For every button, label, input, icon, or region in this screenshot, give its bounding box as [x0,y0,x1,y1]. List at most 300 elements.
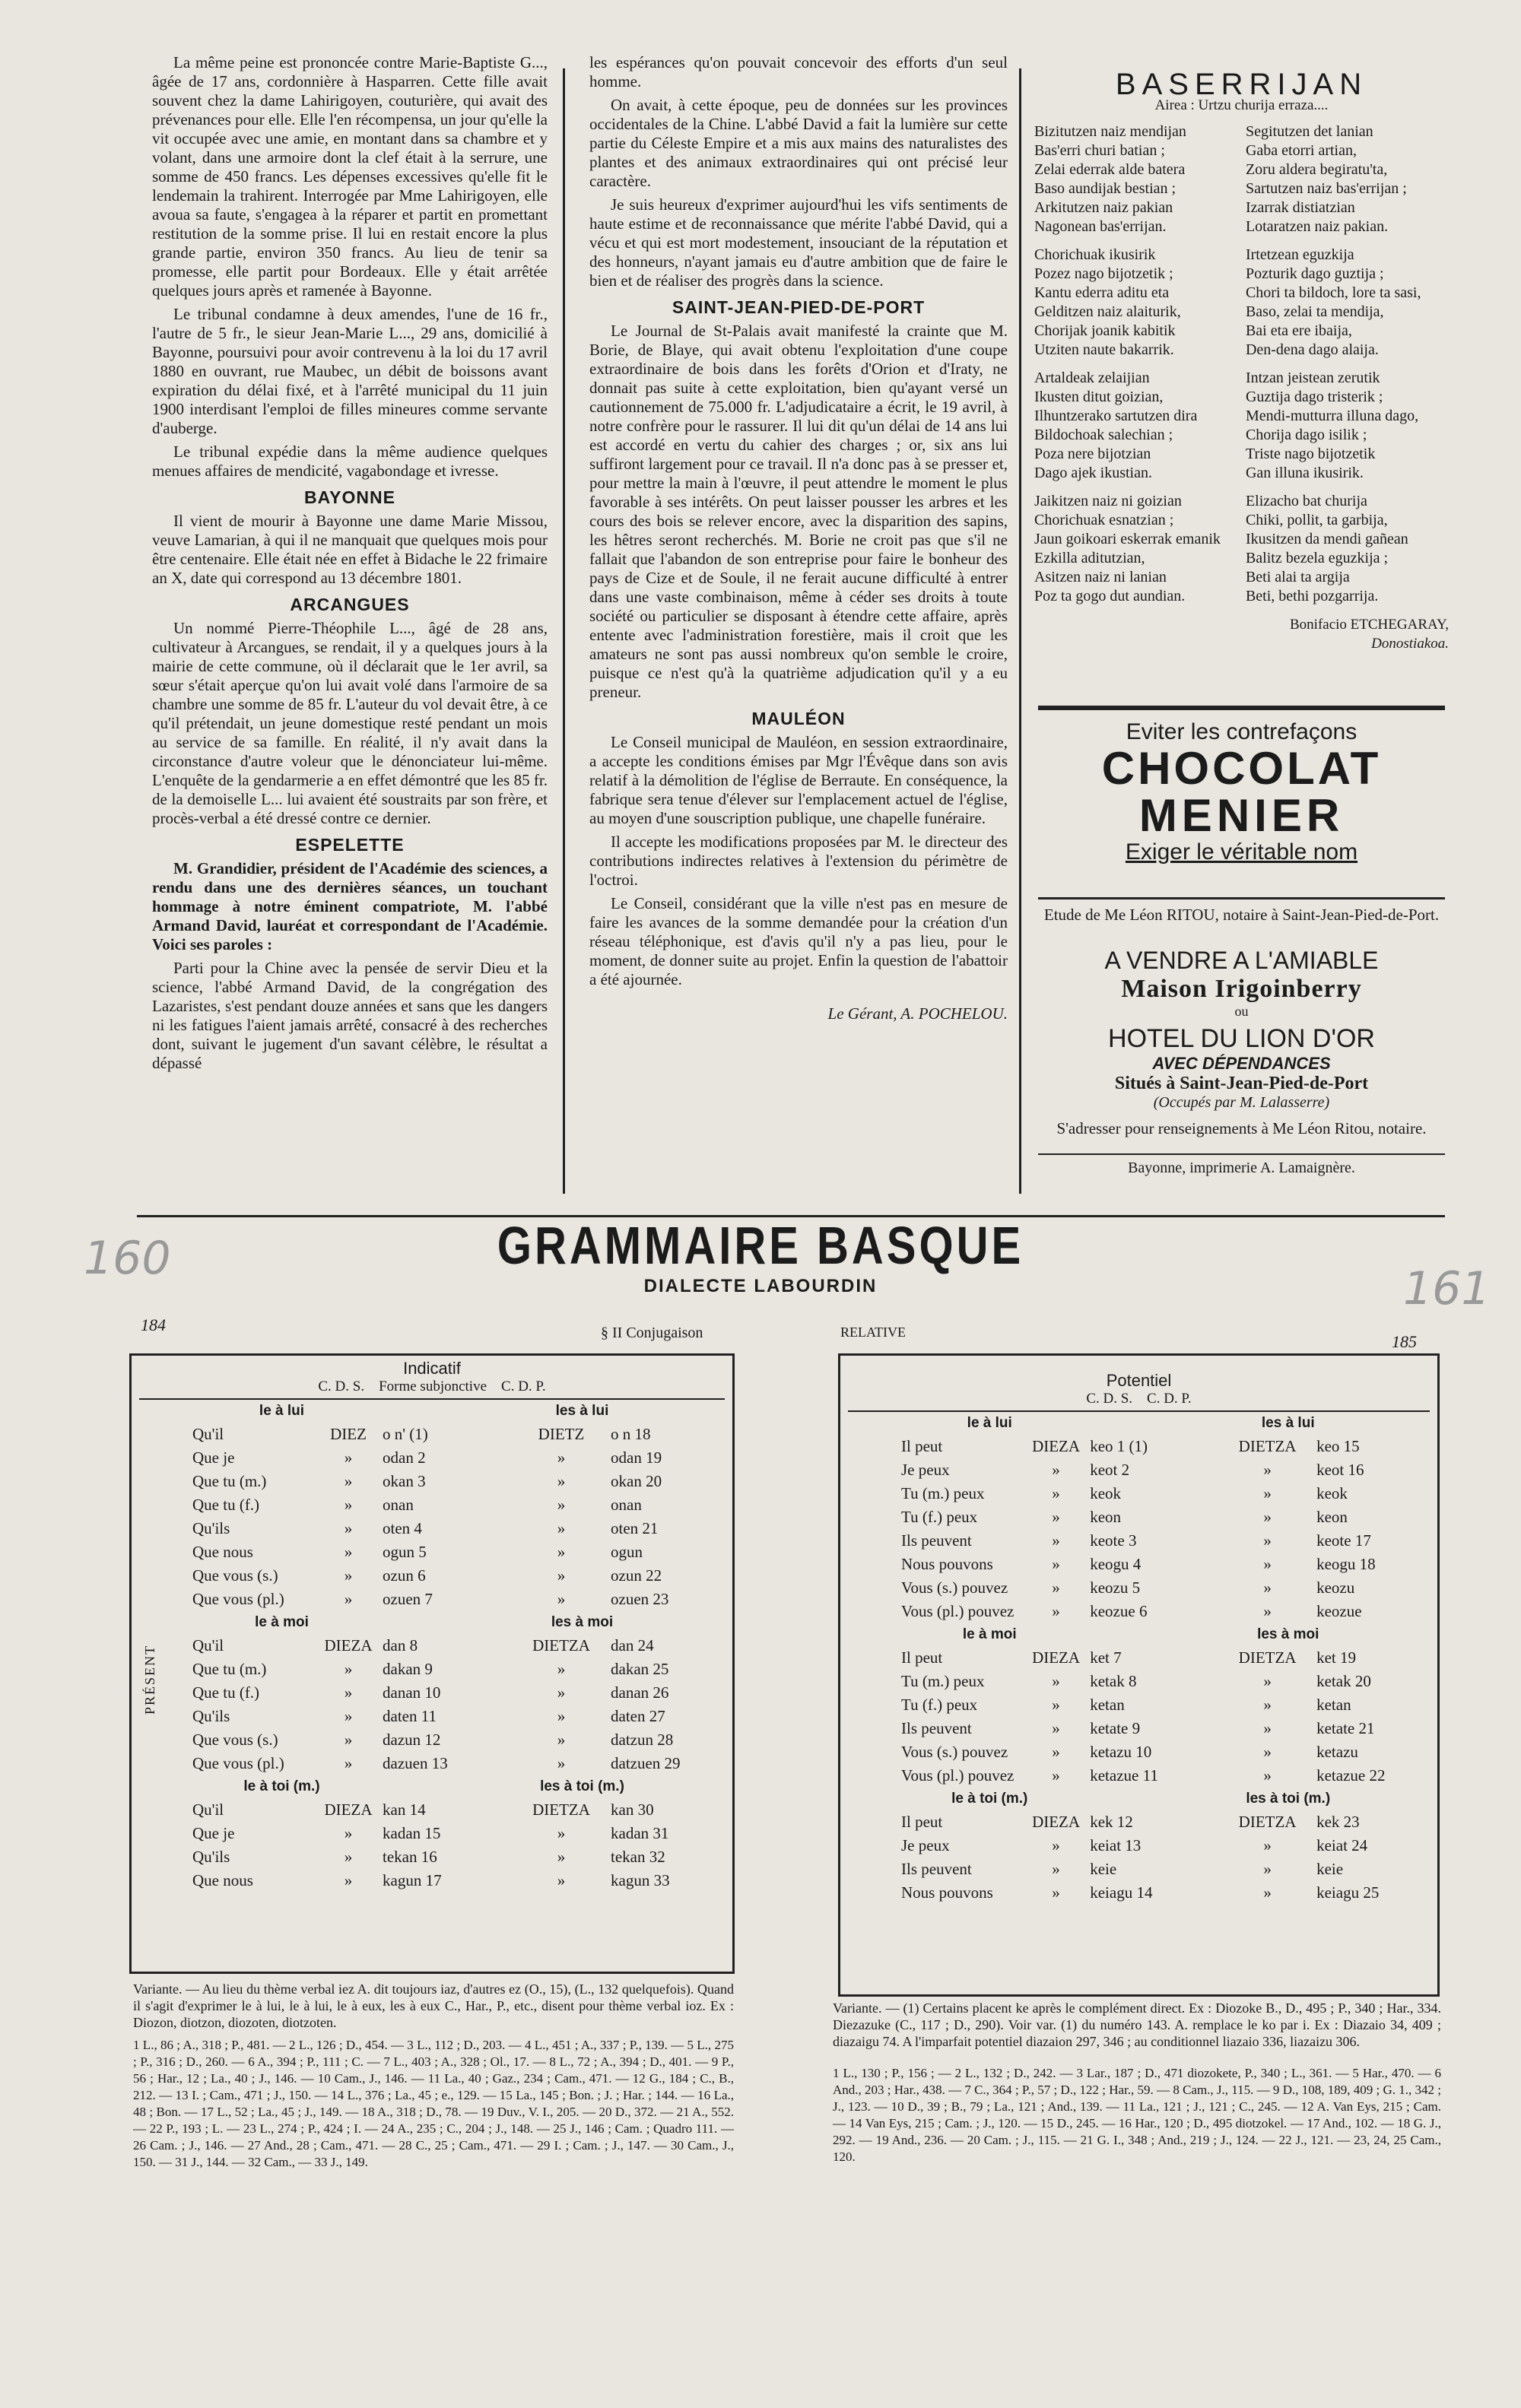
heading-mauleon: MAULÉON [751,709,846,728]
grammaire-subtitle: DIALECTE LABOURDIN [643,1276,878,1296]
table-columns: C. D. S. Forme subjonctive C. D. P. [139,1378,725,1400]
table-cell: » [1263,1836,1272,1854]
table-row [132,1517,732,1540]
table-cell: kadan 15 [383,1824,441,1842]
article-paragraph: Parti pour la Chine avec la pensée de servir Dieu et la science, l'abbé Armand David, de la congrégation des Lazaristes, s'est pendant douze années et sans que les dangers ni les fatigues l'aient jamais arrêté, consacré à des recherches dont, suivant le jugement d'un savant célèbre, le résultat a dépassé [152,959,548,1072]
section-label-singular: le à toi (m.) [243,1778,320,1794]
poem-line: Pozez nago bijotzetik ; [1034,265,1173,282]
poem-line: Beti, bethi pozgarrija. [1245,588,1379,604]
table-cell: ogun 5 [383,1543,427,1561]
article-paragraph: Le Conseil municipal de Mauléon, en session extraordinaire, a accepte les conditions émises par Mgr l'Évêque dans son avis relatif à la démolition de l'église de Berraute. En conséquence, la fabrique sera tenue d'élever sur l'emplacement actuel de l'église, au moyen d'une souscription publique, une chapelle funéraire. [589,733,1008,827]
table-cell: datzun 28 [611,1731,674,1749]
heading-saint-jean-pied-de-port: SAINT-JEAN-PIED-DE-PORT [672,297,926,317]
table-cell: ozun 6 [383,1566,426,1585]
ad-brand: MENIER [1138,790,1345,841]
poem-stanza [1034,122,1449,236]
poem-signature-place: Donostiakoa. [1371,636,1449,652]
article-paragraph: Il vient de mourir à Bayonne une dame Marie Missou, veuve Lamarian, à qui il ne manquait que quelques mois pour être centenaire. Elle était née en effet à Bidache le 22 frimaire an X, date qui correspond au 13 décembre 1801. [152,512,548,587]
table-title: Indicatif [403,1359,461,1378]
table-row [132,1798,732,1822]
table-cell: DIEZA [324,1800,373,1819]
table-cell: Qu'ils [192,1519,230,1537]
table-cell: keot 16 [1316,1461,1364,1479]
table-cell: o n' (1) [383,1425,428,1443]
table-cell: ketak 20 [1316,1672,1371,1690]
table-cell: danan 10 [383,1683,441,1702]
table-cell: » [557,1590,566,1608]
poem-line: Triste nago bijotzetik [1245,446,1376,462]
table-cell: » [1052,1696,1060,1714]
table-cell: Que je [192,1824,235,1842]
reference-notes: 1 L., 86 ; A., 318 ; P., 481. — 2 L., 126 ; D., 454. — 3 L., 112 ; D., 203. — 4 L., 451 ; A., 337 ; P., 139. — 5 L., 275 ; P., 316 ; D., 260. — 6 A., 394 ; P., 111 ; C. — 7 L., 403 ; A., 328 ; Ol., 17. — 8 L., 72 ; A., 394 ; D., 401. — 9 P., 56 ; Har., 12 ; La., 40 ; J., 146. — 10 Cam., J., 146. — 11 La., 40 ; Gaz., 234 ; Cam., 471. — 12 G., 184 ; C., B., 212. — 13 I. ; Cam., 471 ; J., 150. — 14 L., 376 ; La., 45 ; e., 129. — 15 La., 145 ; Bon. ; J. ; Har. ; 144. — 16 La., 48 ; Bon. — 17 L., 52 ; La., 45 ; J., 149. — 18 A., 318 ; D., 78. — 19 Duv., V. I., 205. — 20 D., 372. — 21 A., 552. — 22 P., 193 ; L. — 23 L., 274 ; P., 424 ; I. — 24 A., 235 ; C., 204 ; J., 148. — 25 J., 146 ; Cam. ; Quadro 111. — 26 Cam. ; J., 146. — 27 And., 28 ; Cam., 471. — 28 C., 25 ; Cam., 471. — 29 I. ; Cam. ; J., 147. — 30 Cam., J., 150. — 31 J., 144. — 32 Cam., — 33 J., 149. [133,2038,734,2169]
poem-line: Chorijak joanik kabitik [1034,322,1176,339]
table-cell: » [1263,1696,1272,1714]
section-labels [840,1412,1437,1435]
table-row [840,1529,1437,1553]
table-cell: DIEZA [324,1636,373,1655]
table-row [132,1728,732,1752]
table-cell: DIETZA [532,1636,590,1655]
poem-line: Dago ajek ikustian. [1034,465,1152,481]
table-cell: » [344,1848,353,1866]
table-cell: » [557,1543,566,1561]
poem-line: Poz ta gogo dut aundian. [1034,588,1186,604]
heading-bayonne: BAYONNE [304,487,395,507]
table-cell: keozue 6 [1090,1602,1148,1620]
table-cell: keok [1090,1484,1122,1502]
table-cell: » [1263,1461,1272,1479]
table-cell: DIETZA [532,1800,590,1819]
table-columns: C. D. S. C. D. P. [848,1391,1430,1412]
poem-line: Ikusitzen da mendi gañean [1245,531,1408,547]
page-number-left: 184 [141,1315,166,1334]
table-row [132,1869,732,1892]
table-cell: okan 20 [611,1472,662,1490]
table-row [840,1576,1437,1600]
table-cell: » [557,1707,566,1725]
table-row [132,1634,732,1658]
table-cell: o n 18 [611,1425,651,1443]
article-paragraph: Le tribunal expédie dans la même audience quelques menues affaires de mendicité, vagabondage et ivresse. [152,443,548,480]
table-row [840,1482,1437,1505]
table-cell: » [344,1472,353,1490]
table-cell: odan 19 [611,1448,662,1467]
poem-line: Baso, zelai ta mendija, [1245,303,1384,320]
table-cell: DIETZA [1238,1437,1297,1455]
table-cell: » [344,1731,353,1749]
ad-ou: ou [1234,1004,1249,1019]
table-cell: ketan [1090,1696,1125,1714]
table-cell: Il peut [901,1437,943,1455]
section-label-plural: les à lui [555,1403,609,1419]
table-row [840,1435,1437,1458]
poem-stanza [1034,246,1449,360]
reference-notes: 1 L., 130 ; P., 156 ; — 2 L., 132 ; D., 242. — 3 Lar., 187 ; D., 471 diozokete, P., 340 ; L., 361. — 5 Har., 470. — 6 And., 203 ; Har., 438. — 7 C., 364 ; P., 57 ; D., 122 ; Har., 59. — 8 Cam., J., 115. — 9 D., 108, 189, 409 ; G. 1., 342 ; J., 123. — 10 D., 39 ; B., 79 ; La., 121 ; And., 139. — 11 La., 121 ; J., 121 ; C., 245. — 12 A. Van Eys, 215 ; Cam. — 14 Van Eys, 215 ; Cam. ; J., 120. — 15 D., 245. — 16 Har., 120 ; D., 495 diotzokel. — 17 And., 102. — 18 G. J., 292. — 19 And., 236. — 20 Cam. ; J., 115. — 21 G. I., 348 ; And., 219 ; J., 124. — 22 J., 121. — 23, 24, 25 Cam., 120. [833,2066,1441,2164]
table-cell: » [1052,1602,1060,1620]
table-cell: » [344,1683,353,1702]
table-cell: » [1263,1602,1272,1620]
left-column [152,53,548,1077]
table-cell: ketazue 22 [1316,1766,1386,1785]
table-cell: » [344,1543,353,1561]
table-cell: » [1263,1578,1272,1597]
table-cell: Qu'ils [192,1707,230,1725]
table-cell: » [1263,1719,1272,1737]
table-cell: kek 23 [1316,1813,1360,1831]
table-cell: » [1052,1743,1060,1761]
table-cell: keiagu 25 [1316,1883,1380,1902]
table-cell: Je peux [901,1461,950,1479]
table-cell: » [1052,1719,1060,1737]
table-cell: okan 3 [383,1472,426,1490]
poem-line: Ikusten ditut goizian, [1034,389,1164,405]
poem-column [1034,68,1449,653]
handwritten-page-number: 161 [1403,1262,1491,1315]
poem-line: Chorija dago isilik ; [1245,427,1367,443]
table-cell: DIETZA [1238,1813,1297,1831]
table-cell: » [1052,1766,1060,1785]
table-cell: Qu'il [192,1636,224,1655]
table-cell: keogu 4 [1090,1555,1142,1573]
table-cell: Que tu (m.) [192,1472,267,1490]
table-cell: » [1052,1555,1060,1573]
stanza-half [1246,369,1449,483]
table-cell: Nous pouvons [901,1883,993,1902]
table-cell: keozu [1316,1578,1355,1597]
table-row [840,1810,1437,1834]
table-cell: DIEZA [1032,1437,1081,1455]
table-row [132,1564,732,1588]
section-label-singular: le à lui [259,1403,305,1419]
table-row [132,1845,732,1869]
article-paragraph: La même peine est prononcée contre Marie-Baptiste G..., âgée de 17 ans, cordonnière à Hasparren. Cette fille avait souvent chez la dame Lahirigoyen, couturière, qui avait des prévenances pour elle. Elle l'en récompensa, un jour qu'elle la vit occupée avec une amie, en montant dans sa chambre et y volant, dans une armoire dont la clef était à la serrure, une somme de 450 francs. Les dépenses excessives qu'elle fit le lendemain la trahirent. Interrogée par Mme Lahirigoyen, elle avoua sa faute, s'engagea à la réparer et partit en promettant restitution de la somme prise. Il lui en restait encore la plus grande partie, environ 350 francs. Au lieu de tenir sa promesse, elle partit pour Bordeaux. Elle y était arrêtée quelques jours après et ramenée à Bayonne. [152,53,548,300]
stanza-half [1246,246,1449,360]
table-cell: Vous (pl.) pouvez [901,1602,1015,1620]
table-row [840,1740,1437,1764]
table-cell: ketate 21 [1316,1719,1375,1737]
poem-line: Zelai ederrak alde batera [1034,161,1186,178]
ad-adresser: S'adresser pour renseignements à Me Léon Ritou, notaire. [1056,1119,1427,1137]
poem-line: Poza nere bijotzian [1034,446,1151,462]
table-cell: » [1263,1484,1272,1502]
grammaire-header [0,1216,1521,1297]
table-cell: » [1052,1672,1060,1690]
table-row [840,1646,1437,1670]
table-cell: » [557,1754,566,1772]
table-cell: ketazu 10 [1090,1743,1152,1761]
grammaire-title: GRAMMAIRE BASQUE [497,1216,1024,1276]
poem-line: Den-dena dago alaija. [1245,341,1379,358]
table-cell: DIETZA [1238,1648,1297,1667]
table-cell: Que vous (s.) [192,1566,278,1585]
table-cell: Ils peuvent [901,1719,972,1737]
poem-line: Guztija dago tristerik ; [1245,389,1383,405]
table-cell: » [557,1871,566,1889]
table-cell: ket 19 [1316,1648,1357,1667]
table-cell: Qu'ils [192,1848,230,1866]
table-row [132,1822,732,1845]
section-label-plural: les à moi [551,1614,614,1630]
table-cell: keon [1090,1508,1122,1526]
table-row [132,1446,732,1470]
notes-left [133,1981,734,2177]
table-cell: keo 1 (1) [1090,1437,1148,1455]
table-cell: dazuen 13 [383,1754,448,1772]
table-cell: kadan 31 [611,1824,669,1842]
section-header-right: RELATIVE [840,1325,906,1340]
table-cell: » [1263,1860,1272,1878]
table-cell: Qu'il [192,1800,224,1819]
table-cell: DIEZA [1032,1648,1081,1667]
poem-line: Ilhuntzerako sartutzen dira [1034,408,1198,424]
table-cell: » [344,1754,353,1772]
poem-line: Zoru aldera begiratu'ta, [1245,161,1388,178]
section-label-plural: les à lui [1261,1415,1315,1431]
table-row [840,1505,1437,1529]
poem-line: Gaba etorri artian, [1245,142,1357,159]
table-row [132,1752,732,1775]
poem-stanza [1034,369,1449,483]
table-cell: » [1263,1743,1272,1761]
table-cell: keok [1316,1484,1348,1502]
poem-line: Balitz bezela eguzkija ; [1245,550,1389,566]
section-labels [132,1611,732,1634]
table-row [840,1881,1437,1905]
table-cell: » [557,1660,566,1678]
poem-line: Bizitutzen naiz mendijan [1034,123,1186,140]
table-cell: tekan 32 [611,1848,665,1866]
article-paragraph: Il accepte les modifications proposées par M. le directeur des contributions indirectes relatives à l'extension du périmètre de l'octroi. [589,833,1008,889]
table-cell: » [1263,1766,1272,1785]
poem-line: Nagonean bas'errijan. [1034,218,1167,235]
ad-brand: CHOCOLAT [1101,743,1382,794]
table-cell: odan 2 [383,1448,426,1467]
table-cell: ogun [611,1543,643,1561]
section-label-plural: les à toi (m.) [540,1778,624,1794]
table-cell: ketazue 11 [1090,1766,1158,1785]
stanza-half [1034,369,1237,483]
table-cell: Nous pouvons [901,1555,993,1573]
poem-line: Intzan jeistean zerutik [1245,370,1380,386]
table-row [840,1693,1437,1717]
stanza-half [1246,492,1449,606]
table-body [132,1400,732,1892]
table-cell: » [344,1590,353,1608]
section-label-plural: les à toi (m.) [1246,1791,1331,1807]
indicatif-table [129,1353,735,1974]
section-header-left: § II Conjugaison [601,1325,703,1341]
poem-line: Pozturik dago guztija ; [1245,265,1384,282]
table-cell: Que vous (pl.) [192,1590,284,1608]
table-cell: Tu (f.) peux [901,1508,978,1526]
table-cell: daten 11 [383,1707,437,1725]
table-cell: keo 15 [1316,1437,1360,1455]
table-cell: » [344,1660,353,1678]
table-cell: Que vous (pl.) [192,1754,284,1772]
table-cell: Vous (s.) pouvez [901,1578,1008,1597]
table-cell: » [557,1519,566,1537]
article-paragraph: Le Conseil, considérant que la ville n'est pas en mesure de faire les avances de la somme demandée pour la création d'un réseau téléphonique, est d'avis qu'il n'y a pas lieu, pour le moment, de donner suite au projet. Enfin la question de l'abattoir a été ajournée. [589,894,1008,988]
poem-line: Chorichuak ikusirik [1034,246,1156,263]
ad-situes: Situés à Saint-Jean-Pied-de-Port [1114,1074,1369,1093]
variante-note: Variante. — (1) Certains placent ke après le complément direct. Ex : Diozoke B., D., 495 ; P., 340 ; Har., 334. Diezazuke (C., 117 ; D., 290). Voir var. (1) du numéro 143. A. remplace le ko par i. Ex : Diazaio 34, 409 ; diazaigu 74. A l'imparfait potentiel diazaion 297, 346 ; au conditionnel liazaio 336, liazaizu 306. [833,2000,1441,2049]
section-label-singular: le à moi [255,1614,309,1630]
table-cell: keozu 5 [1090,1578,1141,1597]
table-cell: daten 27 [611,1707,665,1725]
column-divider [563,68,565,1194]
article-paragraph: On avait, à cette époque, peu de données sur les provinces occidentales de la Chine. L'abbé David a fait la lumière sur cette partie du Céleste Empire et a mis aux mains des naturalistes des plantes et des animaux extraordinaires qui ont précisé leur caractère. [589,96,1008,190]
table-cell: ketan [1316,1696,1351,1714]
poem-line: Gan illuna ikusirik. [1245,465,1364,481]
table-cell: » [1052,1531,1060,1550]
table-cell: kagun 17 [383,1871,442,1889]
table-cell: » [344,1519,353,1537]
table-cell: » [557,1824,566,1842]
table-cell: Ils peuvent [901,1531,972,1550]
table-cell: dazun 12 [383,1731,441,1749]
poem-signature: Bonifacio ETCHEGARAY, [1290,617,1449,633]
table-cell: » [557,1731,566,1749]
poem-aire: Airea : Urtzu churija erraza.... [1154,97,1329,113]
table-cell: » [557,1848,566,1866]
section-label-singular: le à moi [962,1626,1017,1642]
poem-line: Irtetzean eguzkija [1245,246,1354,263]
table-row [132,1493,732,1517]
poem-line: Baso aundijak bestian ; [1034,180,1176,197]
table-cell: keogu 18 [1316,1555,1376,1573]
table-cell: » [344,1871,353,1889]
variante-note: Variante. — Au lieu du thème verbal iez A. dit toujours iaz, d'autres ez (O., 15), (L., 132 quelquefois). Quand il s'agit d'exprimer le à lui, le à lui, le à eux, les à eux C., Har., P., etc., disent pour thème verbal ioz. Ex : Diozon, diotzon, diozoten, diotzoten. [133,1981,734,2030]
poem-line: Mendi-mutturra illuna dago, [1245,408,1419,424]
table-cell: danan 26 [611,1683,669,1702]
table-row [840,1553,1437,1576]
table-cell: DIEZ [330,1425,367,1443]
table-cell: » [1052,1461,1060,1479]
table-cell: onan [611,1496,642,1514]
table-cell: Que tu (m.) [192,1660,267,1678]
ad-occupes: (Occupés par M. Lalasserre) [1153,1094,1330,1111]
ad-dependances: AVEC DÉPENDANCES [1152,1054,1331,1073]
table-cell: ket 7 [1090,1648,1122,1667]
table-title: Potentiel [1106,1371,1172,1390]
poem-line: Sartutzen naiz bas'errijan ; [1245,180,1407,197]
poem-line: Kantu ederra aditu eta [1034,284,1170,301]
table-cell: keiat 24 [1316,1836,1368,1854]
table-cell: Tu (m.) peux [901,1672,985,1690]
article-paragraph: Le Journal de St-Palais avait manifesté la crainte que M. Borie, de Blaye, qui avait obtenu l'exploitation d'une coupe extraordinaire de bois dans les forêts d'Orion et d'Iraty, ne donnait pas suite à cette exploitation, bien qu'ayant versé un cautionnement de 75.000 fr. L'adjudicataire a écrit, le 19 avril, à notre confrère pour le rassurer. Il lui dit qu'un délai de 14 ans lui est accordé en vertu du cahier des charges ; or, six ans lui suffiront largement pour ce travail. Il n'a donc pas à se presser et, pour mettre la main à l'œuvre, il peut attendre le moment le plus favorable à ses intérêts. On peut laisser pousser les arbres et les cours des bois se relever encore, avec la disparition des sapins, les hêtres seront recherchés. M. Borie ne croit pas que s'il ne fallait que l'abandon de son entreprise pour faire le bonheur des pays de Cize et de Soule, il ne ferait aucune difficulté à entrer dans une vaste combinaison, même à céder ses droits à toute société ou particulier se disposant à étendre cette affaire, après entente avec l'administration forestière, mais il croit que les amateurs ne sont pas aussi nombreux qu'on semble le croire, puisque ce n'est qu'à la quatrième adjudication qu'il y a eu preneur. [589,322,1008,701]
section-labels [132,1775,732,1798]
table-cell: Que je [192,1448,235,1467]
table-row [132,1540,732,1564]
poem-line: Bai eta ere ibaija, [1245,322,1352,339]
table-row [840,1834,1437,1858]
table-cell: ozun 22 [611,1566,662,1585]
table-row [840,1858,1437,1881]
table-row [132,1658,732,1681]
table-cell: Que tu (f.) [192,1683,260,1702]
poem-line: Beti alai ta argija [1245,569,1350,585]
table-cell: » [1052,1508,1060,1526]
stanza-half [1034,122,1237,236]
table-cell: kek 12 [1090,1813,1133,1831]
ad-line: Exiger le véritable nom [1125,839,1358,865]
table-cell: Tu (f.) peux [901,1696,978,1714]
table-cell: keote 3 [1090,1531,1137,1550]
poem-line: Bas'erri churi batian ; [1034,142,1165,159]
table-cell: » [557,1448,566,1467]
table-cell: » [1052,1860,1060,1878]
table-row [132,1705,732,1728]
article-paragraph: Je suis heureux d'exprimer aujourd'hui les vifs sentiments de haute estime et de reconnaissance que mérite l'abbé David, qui a vécu et qui est mort modestement, insouciant de la réputation et des honneurs, n'ayant jamais eu d'autre ambition que de faire le bien et de réaliser des progrès dans la science. [589,195,1008,290]
column-divider [1019,68,1021,1194]
table-cell: » [1263,1555,1272,1573]
table-cell: Vous (pl.) pouvez [901,1766,1015,1785]
poem-line: Utziten naute bakarrik. [1034,341,1174,358]
gerant-signature: Le Gérant, A. POCHELOU. [827,1004,1008,1023]
table-row [840,1764,1437,1788]
table-cell: keozue [1316,1602,1362,1620]
table-cell: » [557,1496,566,1514]
poem-line: Ezkilla aditutzian, [1034,550,1145,566]
table-row [840,1458,1437,1482]
article-paragraph: Le tribunal condamne à deux amendes, l'une de 16 fr., l'autre de 5 fr., le sieur Jean-Marie L..., 29 ans, domicilié à Bayonne, poursuivi pour avoir contrevenu à la loi du 17 avril 1880 en ouvrant, rue Maubec, un débit de boissons avant expiration du délai fixé, et à l'arrêté municipal du 11 juin 1900 interdisant l'emploi de filles mineures comme servante d'auberge. [152,305,548,437]
stanza-half [1246,122,1449,236]
table-row [840,1670,1437,1693]
table-cell: » [1052,1484,1060,1502]
table-cell: kan 30 [611,1800,654,1819]
section-labels [132,1400,732,1423]
poem-line: Asitzen naiz ni lanian [1034,569,1167,585]
poem-line: Bildochoak salechian ; [1034,427,1173,443]
table-cell: kan 14 [383,1800,426,1819]
table-cell: » [1052,1836,1060,1854]
table-cell: keiagu 14 [1090,1883,1153,1902]
poem-body [1034,122,1449,606]
table-cell: » [1052,1883,1060,1902]
table-cell: oten 21 [611,1519,659,1537]
table-cell: keie [1316,1860,1344,1878]
poem-line: Izarrak distiatzian [1245,199,1355,216]
chocolat-menier-ad [1038,706,1445,893]
table-cell: DIEZA [1032,1813,1081,1831]
present-label: PRÉSENT [142,1645,157,1715]
table-cell: » [344,1707,353,1725]
stanza-half [1034,246,1237,360]
poem-line: Segitutzen det lanian [1245,123,1373,140]
table-cell: ketazu [1316,1743,1358,1761]
table-cell: Il peut [901,1813,943,1831]
table-cell: » [344,1496,353,1514]
table-cell: ozuen 23 [611,1590,669,1608]
poem-stanza [1034,492,1449,606]
table-cell: dakan 9 [383,1660,433,1678]
ad-maison: Maison Irigoinberry [1121,975,1362,1003]
heading-arcangues: ARCANGUES [290,595,410,614]
table-row [132,1423,732,1446]
stanza-half [1034,492,1237,606]
ad-hotel: HOTEL DU LION D'OR [1108,1024,1375,1053]
handwritten-page-number: 160 [84,1232,171,1285]
table-cell: keiat 13 [1090,1836,1142,1854]
table-cell: dakan 25 [611,1660,669,1678]
poem-title: BASERRIJAN [1115,68,1368,101]
sale-notice-ad [1038,897,1445,1177]
table-cell: » [557,1566,566,1585]
table-cell: dan 8 [383,1636,418,1655]
table-cell: » [344,1566,353,1585]
ad-imprimerie: Bayonne, imprimerie A. Lamaignère. [1038,1153,1445,1177]
table-cell: datzuen 29 [611,1754,681,1772]
